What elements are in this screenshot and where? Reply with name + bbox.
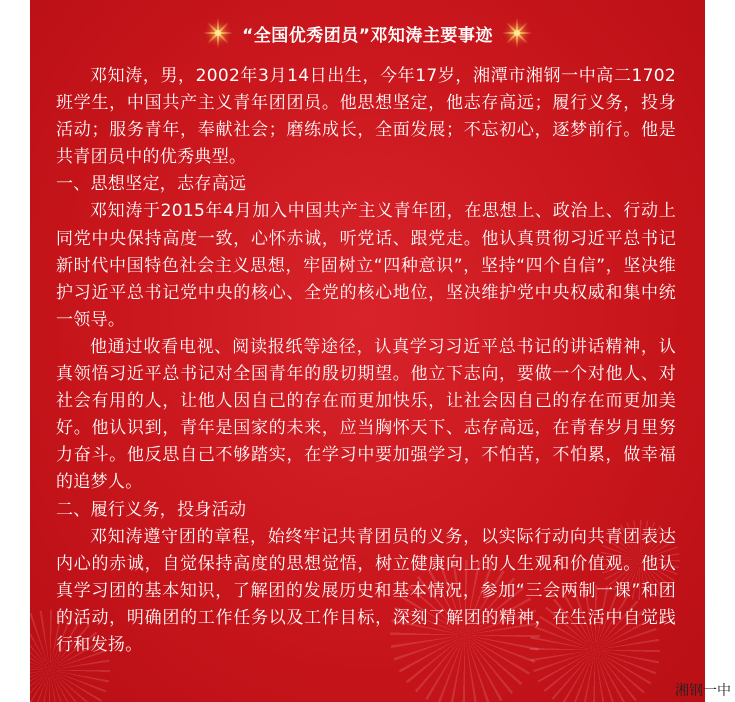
red-background-panel	[30, 0, 705, 702]
sparkle-icon	[499, 18, 535, 48]
watermark-text: 湘钢一中	[675, 683, 731, 699]
article-body	[56, 63, 676, 659]
paragraph: 邓知涛遵守团的章程，始终牢记共青团员的义务，以实际行动向共青团表达内心的赤诚，自觉保持高度的思想觉悟，树立健康向上的人生观和价值观。他认真学习团的基本知识，了解团的发展历史和基本情况，参加“三会两制一课”和团的活动，明确团的工作任务以及工作目标，深刻了解团的精神，在生活中自觉践行和发扬。	[56, 526, 676, 655]
title-bar	[30, 16, 705, 50]
sparkle-icon	[200, 18, 236, 48]
section-heading-1: 一、思想坚定，志存高远	[56, 174, 247, 195]
paragraph: 邓知涛于2015年4月加入中国共产主义青年团，在思想上、政治上、行动上同党中央保持高度一致，心怀赤诚，听党话、跟党走。他认真贯彻习近平总书记新时代中国特色社会主义思想，牢固树立“四种意识”，坚持“四个自信”，坚决维护习近平总书记党中央的核心、全党的核心地位，坚决维护党中央权威和集中统一领导。	[56, 201, 676, 330]
intro-paragraph: 邓知涛，男，2002年3月14日出生，今年17岁，湘潭市湘钢一中高二1702班学生，中国共产主义青年团团员。他思想坚定，他志存高远；履行义务，投身活动；服务青年，奉献社会；磨练成长，全面发展；不忘初心，逐梦前行。他是共青团员中的优秀典型。	[56, 66, 676, 168]
paragraph: 他通过收看电视、阅读报纸等途径，认真学习习近平总书记的讲话精神，认真领悟习近平总书记对全国青年的殷切期望。他立下志向，要做一个对他人、对社会有用的人，让他人因自己的存在而更加快乐，让社会因自己的存在而更加美好。他认识到，青年是国家的未来，应当胸怀天下、志存高远，在青春岁月里努力奋斗。他反思自己不够踏实，在学习中要加强学习，不怕苦，不怕累，做幸福的追梦人。	[56, 336, 676, 493]
page-title: “全国优秀团员”邓知涛主要事迹	[242, 25, 493, 46]
section-heading-2: 二、履行义务，投身活动	[56, 499, 247, 520]
